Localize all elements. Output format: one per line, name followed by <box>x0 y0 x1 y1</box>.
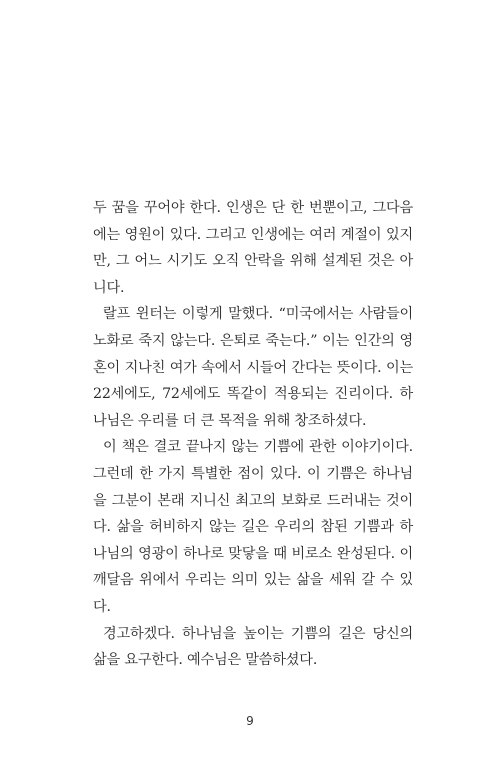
paragraph-1: 두 꿈을 꾸어야 한다. 인생은 단 한 번뿐이고, 그다음에는 영원이 있다. 그리고 인생에는 여러 계절이 있지만, 그 어느 시기도 오직 안락을 위해 설계된 것은 아니다. <box>93 200 413 296</box>
paragraph-2: 랄프 윈터는 이렇게 말했다. “미국에서는 사람들이 노화로 죽지 않는다. 은퇴로 죽는다.” 이는 인간의 영혼이 지나친 여가 속에서 시들어 간다는 뜻이다. 이는 22세에도, 72세에도 똑같이 적용되는 진리이다. 하나님은 우리를 더 큰 목적을 위해 창조하셨다. <box>93 306 413 429</box>
paragraph-4: 경고하겠다. 하나님을 높이는 기쁨의 길은 당신의 삶을 요구한다. 예수님은 말씀하셨다. <box>93 625 413 669</box>
paragraph-3: 이 책은 결코 끝나지 않는 기쁨에 관한 이야기이다. 그런데 한 가지 특별한 점이 있다. 이 기쁨은 하나님을 그분이 본래 지니신 최고의 보화로 드러내는 것이다. 삶을 허비하지 않는 길은 우리의 참된 기쁨과 하나님의 영광이 하나로 맞닿을 때 비로소 완성된다. 이 깨달음 위에서 우리는 의미 있는 삶을 세워 갈 수 있다. <box>93 439 413 615</box>
body-text <box>93 195 413 674</box>
page-number: 9 <box>246 714 254 728</box>
